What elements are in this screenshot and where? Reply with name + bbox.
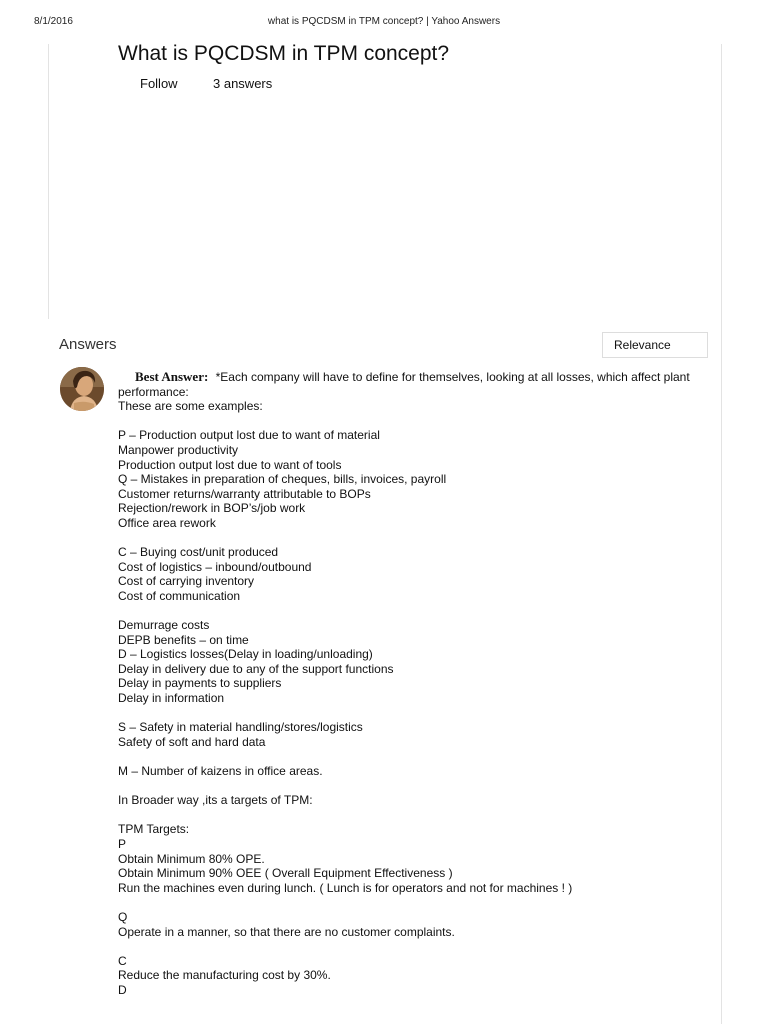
answer-line: C bbox=[118, 953, 127, 968]
answer-count[interactable]: 3 answers bbox=[213, 76, 273, 91]
answer-line: Cost of logistics – inbound/outbound bbox=[118, 559, 312, 574]
answer-line: D bbox=[118, 982, 127, 997]
answer-line bbox=[118, 895, 708, 910]
answer-line: Q – Mistakes in preparation of cheques, bills, invoices, payroll bbox=[118, 472, 447, 487]
answer-line: Obtain Minimum 80% OPE. bbox=[118, 851, 265, 866]
user-avatar-icon bbox=[60, 367, 104, 411]
answer-line: Demurrage costs bbox=[118, 618, 210, 633]
answer-line: Obtain Minimum 90% OEE ( Overall Equipment Effectiveness ) bbox=[118, 866, 453, 881]
answer-line: P – Production output lost due to want of material bbox=[118, 428, 380, 443]
best-answer-label: Best Answer: bbox=[135, 369, 209, 384]
answer-line bbox=[118, 604, 708, 619]
answer-line: Delay in information bbox=[118, 691, 225, 706]
answer-line: Operate in a manner, so that there are no customer complaints. bbox=[118, 924, 455, 939]
answer-line: P bbox=[118, 837, 127, 851]
best-answer-first-line bbox=[118, 370, 708, 399]
answer-line: DEPB benefits – on time bbox=[118, 632, 249, 647]
answer-line bbox=[118, 749, 708, 764]
print-date: 8/1/2016 bbox=[34, 16, 73, 27]
answer-line: Cost of carrying inventory bbox=[118, 574, 255, 589]
answer-line bbox=[118, 414, 708, 429]
answer-line: Delay in delivery due to any of the support functions bbox=[118, 661, 394, 676]
print-page-title: what is PQCDSM in TPM concept? | Yahoo Answers bbox=[267, 16, 501, 27]
answer-line: Office area rework bbox=[118, 515, 216, 530]
answer-line: D – Logistics losses(Delay in loading/unloading) bbox=[118, 647, 373, 662]
answer-line bbox=[118, 531, 708, 546]
avatar[interactable] bbox=[60, 367, 104, 411]
best-answer-intro: *Each company will have to define for themselves, looking at all losses, which affect plant performance: bbox=[118, 370, 690, 399]
answer-line: Rejection/rework in BOP’s/job work bbox=[118, 501, 306, 516]
follow-button[interactable]: Follow bbox=[140, 76, 178, 91]
answer-line: In Broader way ,its a targets of TPM: bbox=[118, 793, 313, 808]
answer-line: S – Safety in material handling/stores/logistics bbox=[118, 720, 363, 735]
answer-line: Delay in payments to suppliers bbox=[118, 676, 282, 691]
best-answer-body bbox=[118, 370, 708, 998]
answer-line: C – Buying cost/unit produced bbox=[118, 545, 279, 560]
answer-line: Cost of communication bbox=[118, 588, 241, 603]
answer-line bbox=[118, 706, 708, 721]
content-border-left bbox=[48, 44, 49, 319]
answer-line bbox=[118, 779, 708, 794]
sort-dropdown[interactable]: Relevance bbox=[602, 332, 708, 358]
answer-line: Q bbox=[118, 909, 128, 924]
answer-line: Customer returns/warranty attributable to BOPs bbox=[118, 486, 371, 501]
answer-line: Safety of soft and hard data bbox=[118, 734, 266, 749]
question-title: What is PQCDSM in TPM concept? bbox=[118, 42, 450, 65]
answer-line: TPM Targets: bbox=[118, 822, 190, 837]
answer-line: These are some examples: bbox=[118, 399, 263, 414]
content-border-right bbox=[721, 44, 722, 1024]
print-header bbox=[0, 16, 768, 30]
answer-line: Production output lost due to want of tools bbox=[118, 457, 342, 472]
answer-line: Manpower productivity bbox=[118, 442, 239, 457]
answers-heading: Answers bbox=[59, 336, 117, 353]
answer-line: Run the machines even during lunch. ( Lunch is for operators and not for machines ! ) bbox=[118, 880, 573, 895]
answer-line: Reduce the manufacturing cost by 30%. bbox=[118, 968, 331, 983]
answer-line bbox=[118, 808, 708, 823]
answer-line bbox=[118, 939, 708, 954]
answer-line: M – Number of kaizens in office areas. bbox=[118, 764, 323, 779]
